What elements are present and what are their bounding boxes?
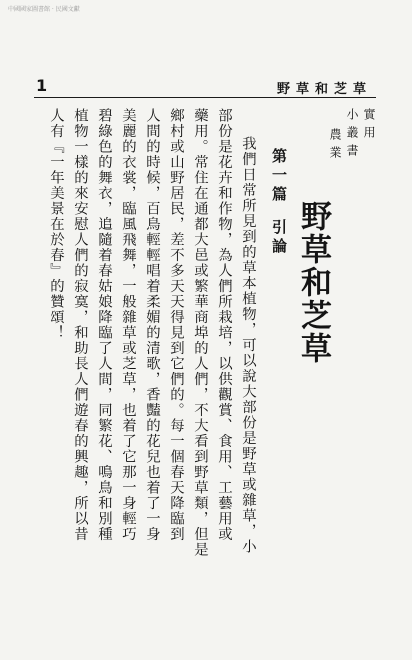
header-rule [34,97,376,98]
paragraph-column-4: 鄉村或山野居民，差不多天天得見到它們的。每一個春天降臨到 [168,108,184,542]
chapter-name: 引論 [270,219,288,257]
chapter-heading [260,108,290,608]
series-title-line3: 農業 [328,128,342,164]
paragraph-column-6: 美麗的衣裳，臨風飛舞，一般雜草或芝草，也着了它那一身輕巧 [120,108,136,542]
paragraph-column-7: 碧綠色的舞衣，追隨着春姑娘降臨了人間，同繁花、鳴鳥和別種 [96,108,112,542]
page-number: 1 [36,76,48,95]
paragraph-column-2: 部份是花卉和作物，為人們所栽培，以供觀賞、食用、工藝用或 [216,108,232,542]
paragraph-column-3: 藥用。常住在通都大邑或繁華商埠的人們，不大看到野草類，但是 [192,108,208,558]
paragraph-column-1: 我們日常所見到的草本植物，可以說大部份是野草或雜草，小 [240,136,256,555]
paragraph-column-8: 植物一樣的來安慰人們的寂寞，和助長人們遊春的興趣，所以昔 [72,108,88,542]
running-title: 野草和芝草 [276,82,372,97]
series-title-line2: 小叢書 [345,108,359,162]
book-title: 野草和芝草 [295,200,331,365]
page-header [34,76,376,98]
library-stamp: 中國國家圖書館 · 民國文獻 [8,6,80,13]
vertical-text-block [38,108,378,568]
chapter-label: 第一篇 [270,148,288,205]
paragraph-column-9: 人有『一年美景在於春』的贊頌！ [48,108,64,341]
series-title-line1: 實用 [362,108,376,144]
paragraph-column-5: 人間的時候，百鳥輕輕唱着柔媚的清歌，香豔的花兒也着了一身 [144,108,160,542]
series-title [328,108,378,228]
